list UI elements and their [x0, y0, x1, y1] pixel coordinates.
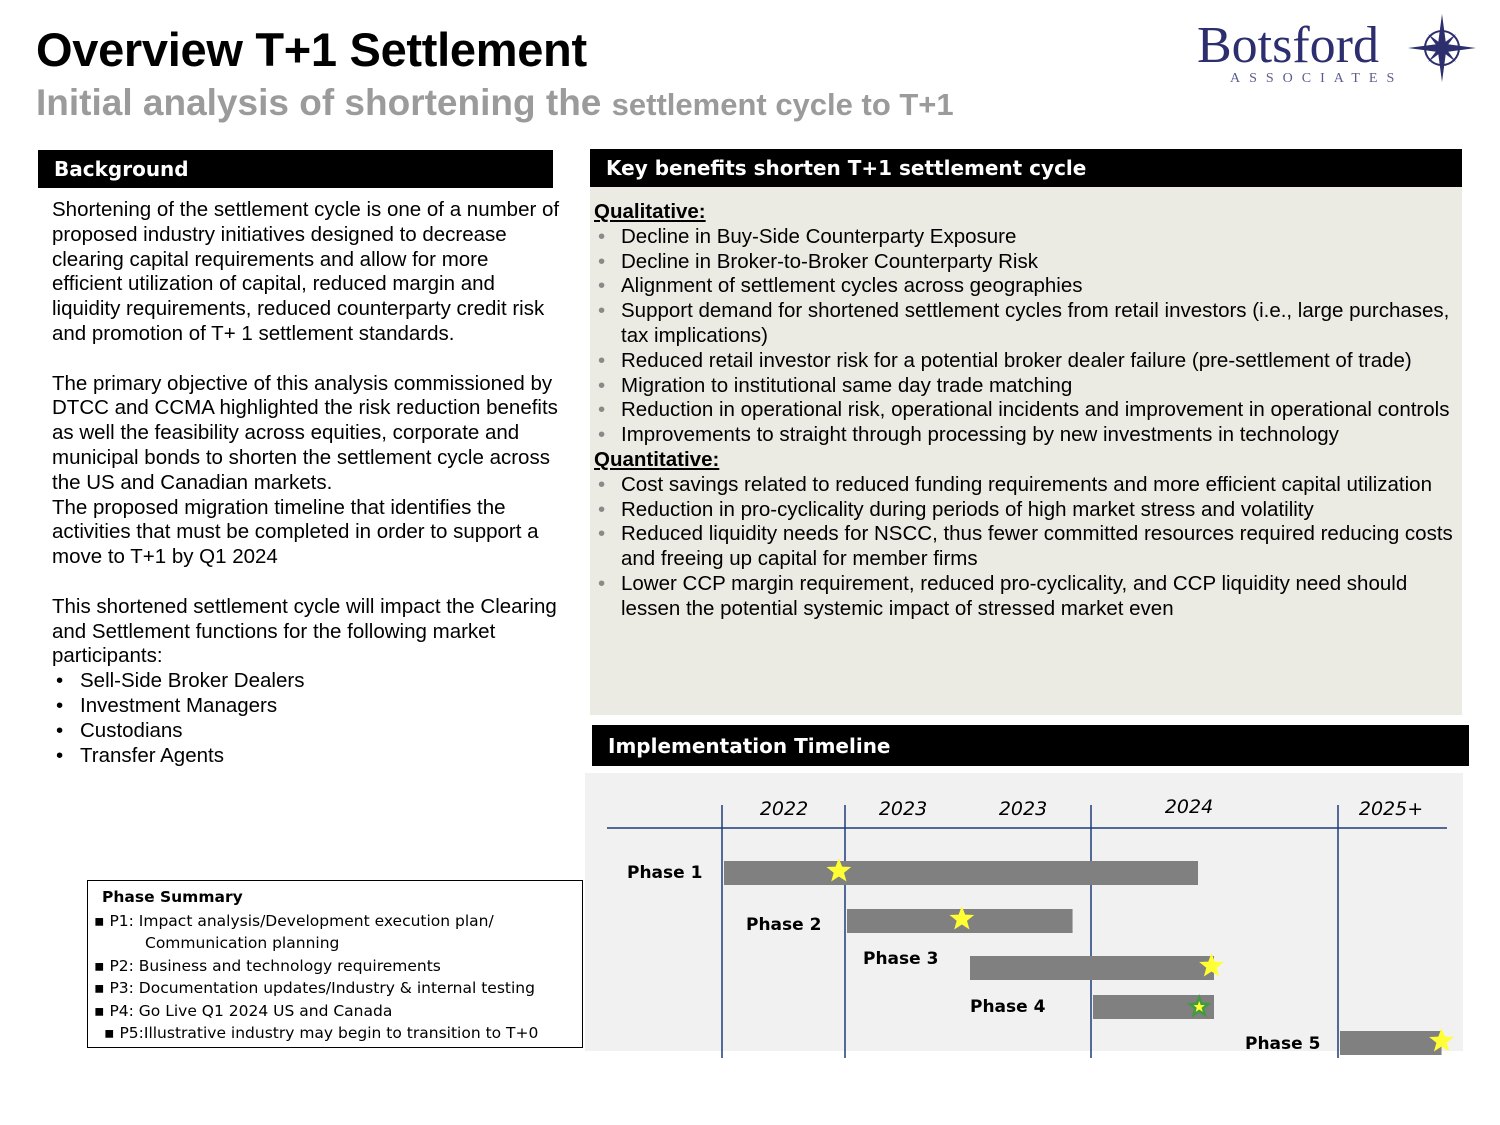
timeline-chart	[585, 773, 1485, 1073]
phase-summary-item: ▪ P3: Documentation updates/Industry & internal testing	[94, 979, 535, 997]
phase-label: Phase 2	[746, 915, 822, 935]
phase-label: Phase 5	[1245, 1034, 1321, 1054]
qualitative-item: • Reduction in operational risk, operational incidents and improvement in operational controls	[621, 398, 1454, 423]
year-label: 2023	[878, 798, 928, 820]
logo-tagline: ASSOCIATES	[1230, 71, 1404, 86]
qualitative-item: • Support demand for shortened settlement cycles from retail investors (i.e., large purchases, tax implications)	[621, 299, 1454, 349]
subtitle-part-2: settlement cycle to T+1	[611, 87, 954, 122]
quantitative-item: • Reduced liquidity needs for NSCC, thus fewer committed resources required reducing costs and freeing up capital for member firms	[621, 522, 1454, 572]
qualitative-label: Qualitative:	[594, 200, 706, 223]
background-text	[52, 198, 562, 768]
background-paragraph-3: The proposed migration timeline that identifies the activities that must be completed in order to support a move to T+1 by Q1 2024	[52, 495, 539, 569]
year-label: 2022	[759, 798, 809, 820]
phase-bar	[1340, 1031, 1442, 1055]
background-paragraph-2: The primary objective of this analysis commissioned by DTCC and CCMA highlighted the risk reduction benefits as well the feasibility across equities, corporate and municipal bonds to shorten the settlement cycle across the US and Canadian markets.	[52, 371, 558, 494]
participant-item: • Custodians	[80, 719, 562, 744]
participant-item: • Sell-Side Broker Dealers	[80, 669, 562, 694]
phase-label: Phase 1	[627, 863, 703, 883]
quantitative-item: • Reduction in pro-cyclicality during periods of high market stress and volatility	[621, 498, 1454, 523]
phase-summary-item: ▪ P4: Go Live Q1 2024 US and Canada	[94, 1002, 393, 1020]
phase-summary-title: Phase Summary	[102, 888, 243, 906]
qualitative-item: • Alignment of settlement cycles across geographies	[621, 274, 1454, 299]
timeline-heading: Implementation Timeline	[592, 725, 1469, 766]
phase-label: Phase 4	[970, 997, 1046, 1017]
phase-label: Phase 3	[863, 949, 939, 969]
phase-summary-box	[87, 880, 583, 1048]
background-paragraph-1: Shortening of the settlement cycle is one of a number of proposed industry initiatives designed to decrease clearing capital requirements and allow for more efficient utilization of capital, reduced margin and liquidity requirements, reduced counterparty credit risk and promotion of T+ 1 settlement standards.	[52, 198, 560, 345]
year-label: 2023	[998, 798, 1048, 820]
phase-bar	[724, 861, 1198, 885]
qualitative-item: • Reduced retail investor risk for a potential broker dealer failure (pre-settlement of trade)	[621, 349, 1454, 374]
benefits-heading: Key benefits shorten T+1 settlement cycle	[590, 149, 1462, 187]
phase-summary-item: ▪ P5:Illustrative industry may begin to transition to T+0	[104, 1024, 539, 1042]
participants-list	[52, 669, 562, 768]
benefits-text	[594, 200, 1454, 622]
qualitative-item: • Decline in Broker-to-Broker Counterparty Risk	[621, 250, 1454, 275]
compass-rose-icon	[1408, 14, 1476, 82]
background-paragraph-4: This shortened settlement cycle will impact the Clearing and Settlement functions for the following market participants:	[52, 594, 557, 668]
participant-item: • Transfer Agents	[80, 744, 562, 769]
page-title: Overview T+1 Settlement	[36, 23, 587, 76]
botsford-logo	[1195, 10, 1485, 90]
year-label: 2025+	[1358, 798, 1424, 820]
quantitative-item: • Cost savings related to reduced funding requirements and more efficient capital utilization	[621, 473, 1454, 498]
phase-bar	[970, 956, 1214, 980]
qualitative-item: • Improvements to straight through processing by new investments in technology	[621, 423, 1454, 448]
quantitative-list	[594, 473, 1454, 622]
qualitative-item: • Decline in Buy-Side Counterparty Exposure	[621, 225, 1454, 250]
phase-summary-item: ▪ P1: Impact analysis/Development execution plan/	[94, 912, 494, 930]
year-label: 2024	[1164, 796, 1214, 818]
quantitative-item: • Lower CCP margin requirement, reduced pro-cyclicality, and CCP liquidity need should lessen the potential systemic impact of stressed market even	[621, 572, 1454, 622]
background-heading: Background	[38, 150, 553, 188]
logo-name: Botsford	[1197, 17, 1379, 74]
phase-summary-item: Communication planning	[145, 934, 340, 952]
participant-item: • Investment Managers	[80, 694, 562, 719]
qualitative-item: • Migration to institutional same day trade matching	[621, 374, 1454, 399]
qualitative-list	[594, 225, 1454, 448]
subtitle-part-1: Initial analysis of shortening the	[36, 82, 602, 123]
phase-summary-item: ▪ P2: Business and technology requirements	[94, 957, 441, 975]
quantitative-label: Quantitative:	[594, 447, 720, 471]
page-subtitle	[36, 82, 954, 124]
